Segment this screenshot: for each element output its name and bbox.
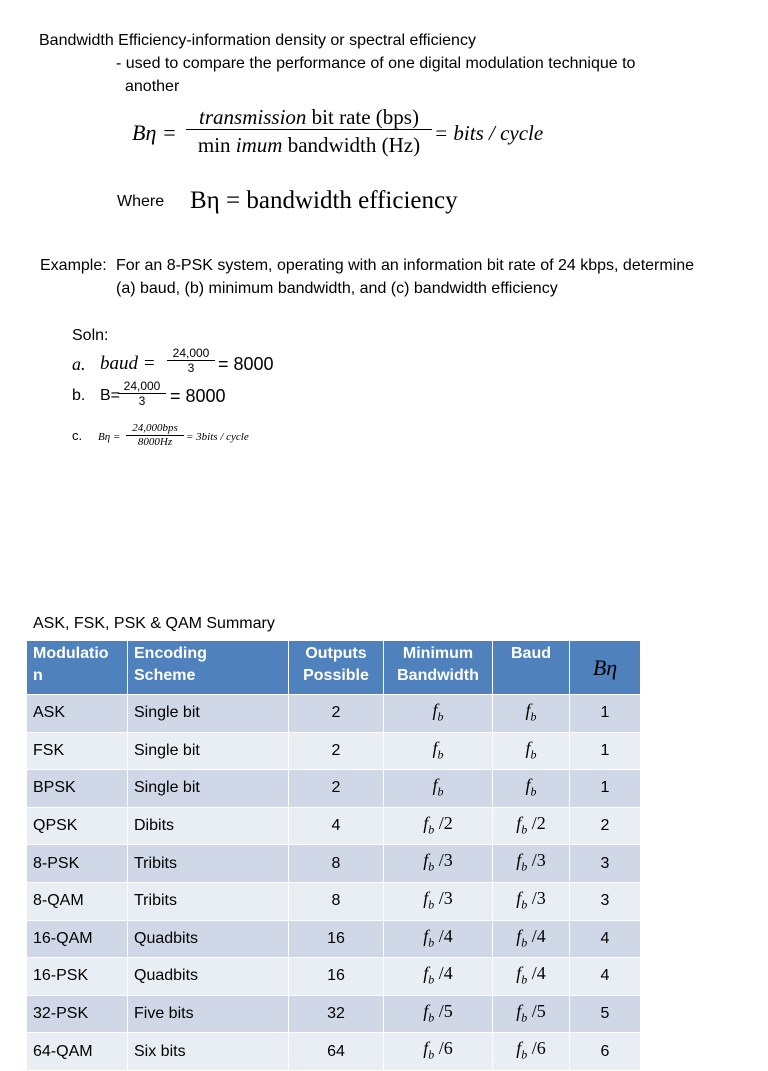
- cell-modulation: 8-PSK: [27, 845, 128, 883]
- cell-bandwidth: $f_b$ /5: [384, 995, 493, 1033]
- cell-bandwidth: $f_b$ /4: [384, 920, 493, 958]
- cell-encoding: Tribits: [128, 882, 289, 920]
- solution-a-numerator: 24,000: [172, 346, 210, 360]
- header-outputs-line1: Outputs: [305, 645, 367, 662]
- table-row: [27, 770, 641, 808]
- cell-baud: $f_b$ /3: [493, 845, 570, 883]
- cell-efficiency: 1: [570, 770, 641, 808]
- cell-baud: $f_b$ /6: [493, 1033, 570, 1071]
- header-bandwidth: [384, 641, 493, 695]
- cell-outputs: 8: [289, 845, 384, 883]
- cell-modulation: BPSK: [27, 770, 128, 808]
- solution-c-result: = 3bits / cycle: [186, 431, 249, 443]
- solution-c-fraction: [126, 422, 184, 449]
- cell-baud: $f_b$ /4: [493, 920, 570, 958]
- summary-table: [26, 640, 641, 1071]
- cell-baud: $f_b$ /2: [493, 807, 570, 845]
- cell-bandwidth: $f_b$ /2: [384, 807, 493, 845]
- where-label: Where: [117, 193, 165, 210]
- header-outputs: [289, 641, 384, 695]
- table-row: [27, 807, 641, 845]
- cell-baud: $f_b$ /4: [493, 958, 570, 996]
- header-efficiency: Bη: [570, 641, 641, 695]
- where-definition: Bη = bandwidth efficiency: [190, 187, 458, 214]
- formula-rhs: = bits / cycle: [434, 121, 544, 145]
- cell-encoding: Tribits: [128, 845, 289, 883]
- header-baud: Baud: [493, 641, 570, 695]
- cell-efficiency: 1: [570, 732, 641, 770]
- header-modulation: [27, 641, 128, 695]
- solution-title: Soln:: [72, 327, 109, 344]
- cell-modulation: FSK: [27, 732, 128, 770]
- cell-modulation: QPSK: [27, 807, 128, 845]
- page-heading: Bandwidth Efficiency-information density or spectral efficiency: [39, 32, 476, 49]
- cell-outputs: 16: [289, 958, 384, 996]
- cell-modulation: 16-QAM: [27, 920, 128, 958]
- cell-encoding: Five bits: [128, 995, 289, 1033]
- table-row: [27, 920, 641, 958]
- cell-modulation: 8-QAM: [27, 882, 128, 920]
- formula-lhs: Bη =: [132, 120, 177, 145]
- fraction-bar: [186, 129, 432, 130]
- description-line-2: another: [125, 78, 180, 95]
- cell-encoding: Single bit: [128, 770, 289, 808]
- table-row: [27, 958, 641, 996]
- cell-bandwidth: $f_b$ /3: [384, 882, 493, 920]
- cell-efficiency: 5: [570, 995, 641, 1033]
- cell-encoding: Six bits: [128, 1033, 289, 1071]
- cell-efficiency: 3: [570, 882, 641, 920]
- cell-efficiency: 6: [570, 1033, 641, 1071]
- header-encoding-line1: Encoding: [134, 645, 207, 662]
- cell-modulation: 16-PSK: [27, 958, 128, 996]
- solution-b-result: = 8000: [170, 386, 226, 406]
- cell-efficiency: 4: [570, 920, 641, 958]
- solution-a-lhs: baud =: [100, 353, 156, 374]
- solution-b-lhs: B=: [100, 387, 121, 404]
- formula-fraction: [186, 105, 432, 157]
- table-row: [27, 732, 641, 770]
- formula-denominator-part: min: [197, 133, 236, 157]
- header-modulation-line1: Modulatio: [33, 645, 109, 662]
- example-line-2: (a) baud, (b) minimum bandwidth, and (c) bandwidth efficiency: [116, 280, 558, 297]
- formula-numerator-italic: transmission: [199, 105, 307, 129]
- table-row: [27, 882, 641, 920]
- cell-modulation: ASK: [27, 695, 128, 733]
- cell-baud: $f_b$ /5: [493, 995, 570, 1033]
- formula-denominator-italic: imum: [235, 133, 283, 157]
- cell-bandwidth: $f_b$: [384, 732, 493, 770]
- cell-outputs: 4: [289, 807, 384, 845]
- cell-encoding: Quadbits: [128, 958, 289, 996]
- solution-a-marker: a.: [72, 354, 86, 374]
- solution-a-result: = 8000: [218, 354, 274, 374]
- solution-b-denominator: 3: [138, 394, 146, 408]
- formula-numerator-rest: bit rate (bps): [306, 105, 419, 129]
- cell-encoding: Dibits: [128, 807, 289, 845]
- example-label: Example:: [40, 257, 107, 274]
- header-encoding: [128, 641, 289, 695]
- solution-c-lhs: Bη =: [98, 431, 121, 443]
- cell-encoding: Quadbits: [128, 920, 289, 958]
- table-row: [27, 995, 641, 1033]
- cell-baud: $f_b$: [493, 732, 570, 770]
- solution-a-denominator: 3: [187, 361, 195, 375]
- cell-outputs: 8: [289, 882, 384, 920]
- table-body: [27, 695, 641, 1071]
- cell-efficiency: 2: [570, 807, 641, 845]
- table-header-row: [27, 641, 641, 695]
- solution-a-fraction: [167, 346, 215, 375]
- cell-modulation: 32-PSK: [27, 995, 128, 1033]
- description-line-1: - used to compare the performance of one digital modulation technique to: [116, 55, 636, 72]
- header-bandwidth-line1: Minimum: [402, 645, 474, 662]
- cell-outputs: 32: [289, 995, 384, 1033]
- cell-baud: $f_b$: [493, 770, 570, 808]
- example-line-1: For an 8-PSK system, operating with an information bit rate of 24 kbps, determine: [116, 257, 695, 274]
- solution-c-numerator: 24,000bps: [132, 422, 178, 434]
- formula-denominator: [186, 133, 432, 157]
- solution-b-fraction: [118, 379, 166, 408]
- formula-denominator-rest: bandwidth (Hz): [282, 133, 421, 157]
- header-encoding-line2: Scheme: [134, 667, 196, 684]
- cell-baud: $f_b$: [493, 695, 570, 733]
- solution-b-marker: b.: [72, 387, 86, 404]
- solution-c-denominator: 8000Hz: [137, 436, 173, 448]
- cell-outputs: 2: [289, 770, 384, 808]
- cell-outputs: 16: [289, 920, 384, 958]
- solution-c-marker: c.: [72, 428, 83, 443]
- table-row: [27, 695, 641, 733]
- solution-b-numerator: 24,000: [123, 379, 161, 393]
- cell-baud: $f_b$ /3: [493, 882, 570, 920]
- formula-numerator: [186, 105, 432, 129]
- cell-bandwidth: $f_b$ /3: [384, 845, 493, 883]
- cell-bandwidth: $f_b$: [384, 695, 493, 733]
- cell-encoding: Single bit: [128, 732, 289, 770]
- table-row: [27, 845, 641, 883]
- cell-efficiency: 3: [570, 845, 641, 883]
- cell-bandwidth: $f_b$: [384, 770, 493, 808]
- cell-outputs: 64: [289, 1033, 384, 1071]
- cell-outputs: 2: [289, 732, 384, 770]
- header-bandwidth-line2: Bandwidth: [397, 667, 479, 684]
- cell-efficiency: 1: [570, 695, 641, 733]
- cell-outputs: 2: [289, 695, 384, 733]
- cell-bandwidth: $f_b$ /6: [384, 1033, 493, 1071]
- table-row: [27, 1033, 641, 1071]
- cell-encoding: Single bit: [128, 695, 289, 733]
- cell-modulation: 64-QAM: [27, 1033, 128, 1071]
- header-modulation-line2: n: [33, 667, 43, 684]
- cell-bandwidth: $f_b$ /4: [384, 958, 493, 996]
- cell-efficiency: 4: [570, 958, 641, 996]
- table-caption: ASK, FSK, PSK & QAM Summary: [33, 615, 275, 632]
- header-outputs-line2: Possible: [303, 667, 369, 684]
